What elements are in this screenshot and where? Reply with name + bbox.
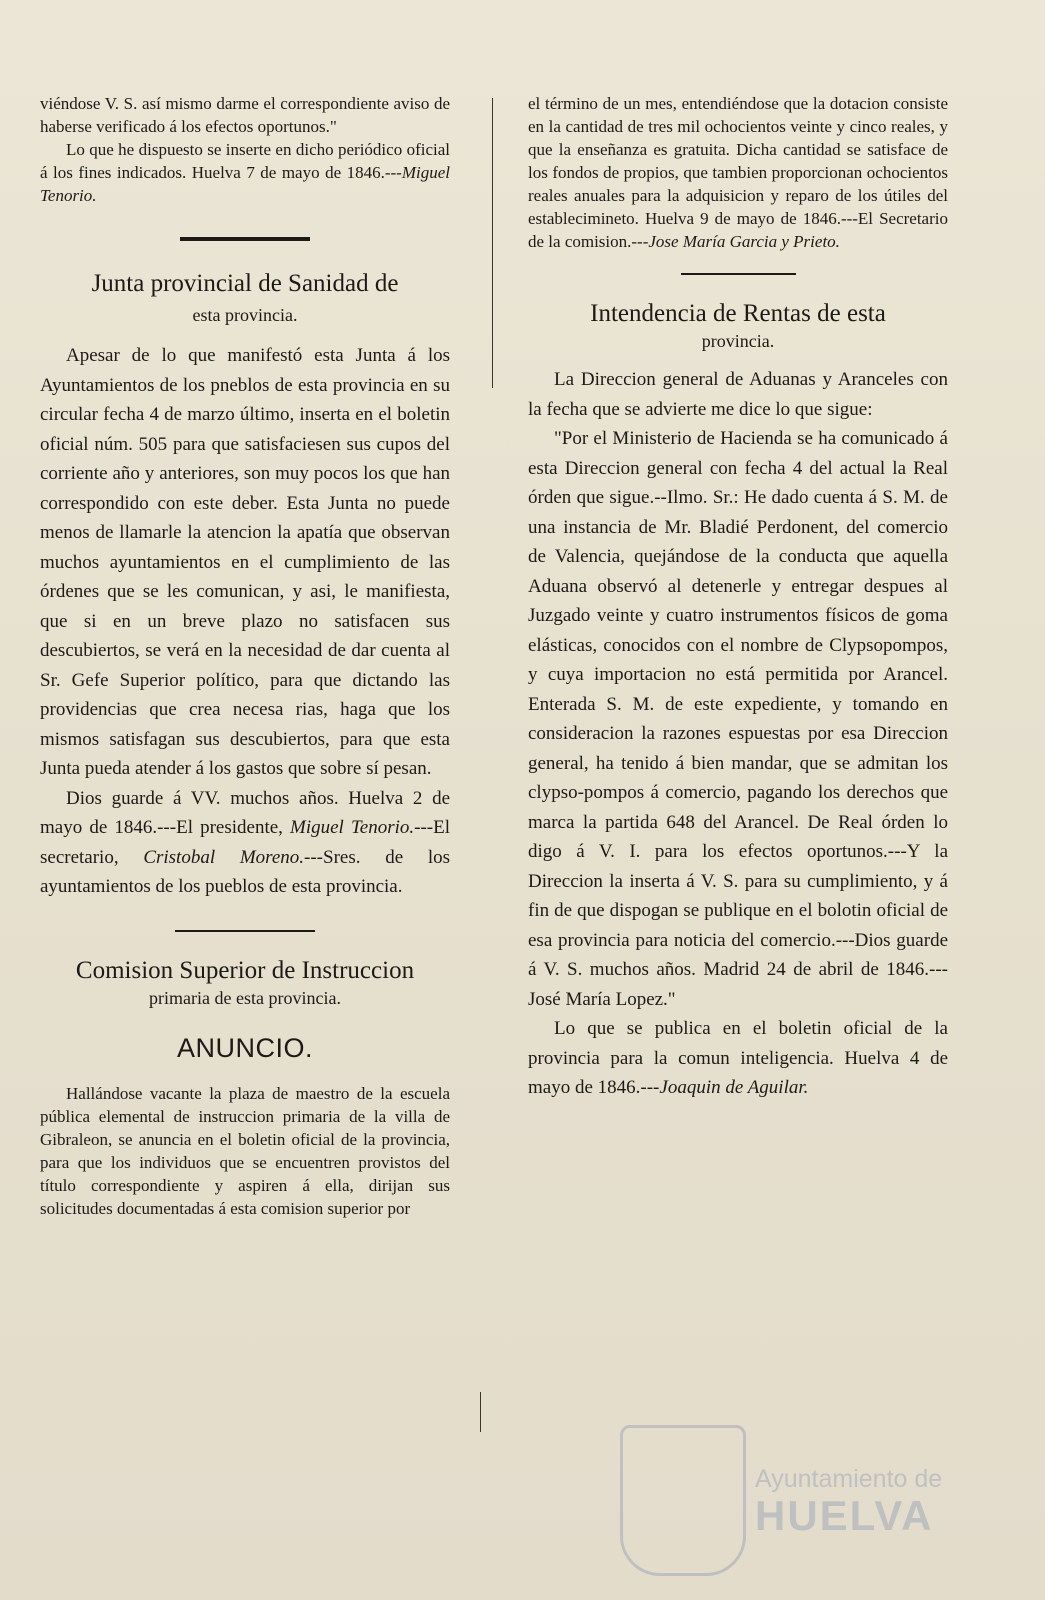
junta-body — [40, 341, 450, 902]
comision-subtitle: primaria de esta provincia. — [149, 987, 341, 1008]
watermark-line-2: HUELVA — [755, 1492, 934, 1539]
junta-closing: Dios guarde á VV. muchos años. Huelva 2 de mayo de 1846.---El presidente, Miguel Tenorio.---El secretario, Cristobal Moreno.---Sres. de los ayuntamientos de los pueblos de esta provincia. — [40, 787, 451, 897]
left-column — [40, 92, 450, 1220]
section-rule — [175, 930, 315, 932]
comision-title: Comision Superior de Instruccion — [75, 956, 415, 984]
watermark-line-1: Ayuntamiento de — [755, 1465, 943, 1493]
signature: Miguel Tenorio. — [40, 163, 450, 205]
tenorio-paragraph: Lo que he dispuesto se inserte en dicho periódico oficial á los fines indicados. Huelva 7 de mayo de 1846.---Miguel Tenorio. — [40, 140, 450, 205]
intendencia-title: Intendencia de Rentas de esta — [590, 300, 886, 327]
right-column — [528, 92, 948, 1103]
intendencia-subtitle: provincia. — [701, 331, 775, 351]
anuncio-paragraph: Hallándose vacante la plaza de maestro de la escuela pública elemental de instruccion primaria de la villa de Gibraleon, se anuncia en el boletin oficial de la provincia, para que los individuos que se encuentren provistos del título correspondiente y aspiren á ella, dirijan sus solicitudes documentadas á esta comision superior por — [40, 1083, 450, 1218]
intendencia-paragraph-2: "Por el Ministerio de Hacienda se ha comunicado á esta Direccion general con fecha 4 del actual la Real órden que sigue.--Ilmo. Sr.: He dado cuenta á S. M. de una instancia de Mr. Bladié Perdonent, del comercio de Valencia, quejándose de la conducta que aquella Aduana observó al detenerle y entregar despues al Juzgado veinte y cuatro instrumentos físicos de goma elásticas, conocidos con el nombre de Clypsopompos, y cuya importacion no está permitida por Arancel. Enterada S. M. de este expediente, y tomando en consideracion la razones espuestas por esa Direccion general, ha tenido á bien mandar, que se admitan los clypso-pompos á comercio, pagando los derechos que marca la partida 648 del Arancel. De Real órden lo digo á V. I. para los efectos oportunos.---Y la Direccion la inserta á V. S. para su cumplimiento, y á fin de que dispogan se publique en el bolotin oficial de esa provincia para noticia del comercio.---Dios guarde á V. S. muchos años. Madrid 24 de abril de 1846.---José María Lopez." — [528, 428, 948, 1010]
continuation-paragraph: viéndose V. S. así mismo darme el correspondiente aviso de haberse verificado á los efectos oportunos." — [40, 94, 450, 136]
signature: Joaquin de Aguilar. — [659, 1077, 809, 1098]
column-divider-bottom — [480, 1392, 481, 1432]
anuncio-body — [40, 1082, 450, 1220]
column-divider — [492, 98, 493, 388]
junta-title: Junta provincial de Sanidad de — [91, 270, 399, 297]
shield-icon — [620, 1425, 746, 1576]
junta-subtitle: esta provincia. — [192, 305, 298, 325]
instruccion-continuation — [528, 92, 948, 253]
intendencia-paragraph-3: Lo que se publica en el boletin oficial de la provincia para la comun inteligencia. Huelva 4 de mayo de 1846.---Joaquin de Aguilar. — [528, 1018, 948, 1098]
junta-paragraph: Apesar de lo que manifestó esta Junta á los Ayuntamientos de los pneblos de esta provincia en su circular fecha 4 de marzo último, inserta en el boletin oficial núm. 505 para que satisfaciesen sus cupos del corriente año y anteriores, son muy pocos los que han correspondido con este deber. Esta Junta no puede menos de llamarle la atencion la apatía que observan muchos ayuntamientos en el cumplimiento de las órdenes que se les comunican, y asi, le manifiesta, que si en un breve plazo no satisfacen sus descubiertos, se verá en la necesidad de dar cuenta al Sr. Gefe Superior político, para que dictando las providencias que crea necesa rias, haga que los mismos satisfagan sus descubiertos, para que esta Junta pueda atender á los gastos que sobre sí pesan. — [40, 345, 450, 779]
archive-watermark — [620, 1420, 960, 1580]
instruccion-paragraph: el término de un mes, entendiéndose que la dotacion consiste en la cantidad de tres mil ochocientos veinte y cinco reales, y que la enseñanza es gratuita. Dicha cantidad se satisface de los fondos de propios, que tambien proporcionan ochocientos reales anuales para la adquisicion y reparo de los útiles del establecimineto. Huelva 9 de mayo de 1846.---El Secretario de la comision.---Jose María Garcia y Prieto. — [528, 94, 948, 251]
intendencia-paragraph-1: La Direccion general de Aduanas y Aranceles con la fecha que se advierte me dice lo que sigue: — [528, 369, 948, 420]
signature: Jose María Garcia y Prieto. — [648, 232, 840, 251]
section-rule — [681, 273, 796, 275]
section-rule — [180, 237, 310, 241]
continuation-block — [40, 92, 450, 207]
anuncio-heading: ANUNCIO. — [176, 1032, 313, 1063]
intendencia-body — [528, 365, 948, 1103]
